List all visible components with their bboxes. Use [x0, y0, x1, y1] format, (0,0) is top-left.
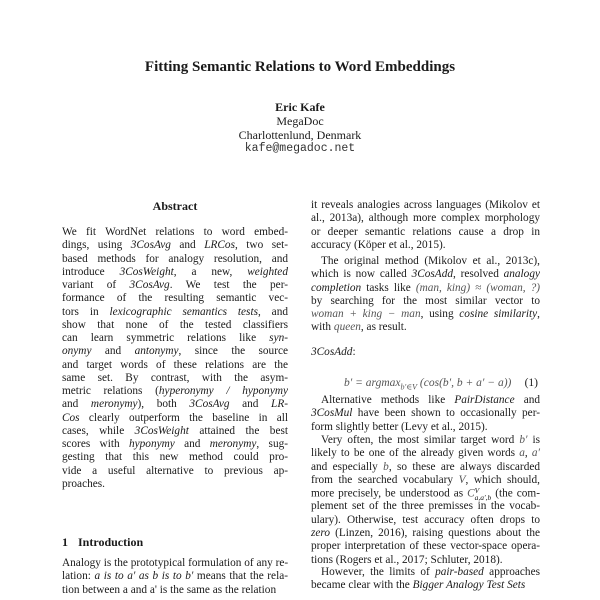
text-line: [311, 514, 540, 527]
introduction-body: [62, 557, 288, 597]
author-affiliation: MegaDoc: [276, 114, 324, 128]
italic-text: LR-: [271, 398, 288, 411]
italic-text: 3CosAvg: [129, 279, 170, 291]
paragraph-alternative-methods: [311, 394, 540, 434]
text-line: [311, 554, 540, 567]
text-line: [311, 282, 540, 295]
author-email: kafe@megadoc.net: [244, 142, 356, 155]
text-run: can learn symmetric relations like: [62, 332, 270, 344]
section-title: Introduction: [78, 535, 144, 549]
text-run: tasks like: [361, 281, 416, 294]
text-run: same set. By contrast, with the asym-: [62, 371, 288, 384]
text-run: , resolved: [453, 268, 504, 281]
text-line: [62, 478, 288, 491]
equation-1: [311, 375, 540, 391]
text-run: , two set-: [234, 239, 289, 252]
text-line: [311, 566, 540, 579]
text-line: [62, 570, 288, 583]
text-run: likely to be one of the already given words: [311, 447, 520, 460]
text-line: [62, 412, 288, 425]
italic-text: onymy: [62, 345, 92, 358]
text-run: formance of the resulting semantic vec-: [62, 292, 288, 305]
math-text: V: [458, 473, 466, 486]
text-line: [311, 447, 540, 460]
text-run: accuracy (Köper et al., 2015).: [311, 238, 446, 251]
text-run: from the searched vocabulary: [311, 473, 459, 486]
text-line: [311, 321, 540, 334]
text-run: proaches.: [62, 477, 105, 490]
italic-text: 3CosAdd: [411, 268, 453, 281]
text-line: [311, 407, 540, 420]
text-line: [311, 226, 540, 239]
italic-text: zero: [311, 527, 331, 540]
text-run: more precisely, be understood as: [311, 487, 468, 500]
equation-formula: [344, 375, 511, 391]
text-line: [311, 268, 540, 281]
math-text: b′: [519, 434, 528, 446]
text-line: [311, 212, 540, 225]
text-line: [311, 461, 540, 474]
text-run: metric relations (: [62, 385, 159, 397]
text-run: tors in: [62, 305, 110, 318]
text-line: [311, 239, 540, 252]
text-run: form slightly better (Levy et al., 2015).: [311, 420, 488, 433]
text-run: lation:: [62, 570, 95, 583]
italic-text: 3CosAvg: [130, 239, 171, 252]
text-run: plement set of the three premisses in the vocab-: [311, 500, 540, 513]
text-run: introduce: [62, 265, 120, 278]
math-text: a: [519, 447, 525, 460]
text-run: and: [174, 438, 210, 450]
italic-text: completion: [311, 281, 362, 294]
italic-text: antonymy: [134, 345, 179, 358]
text-line: [311, 394, 540, 407]
equation-number: (1): [524, 377, 538, 389]
text-line: [311, 346, 540, 359]
text-run: ), both: [137, 398, 190, 411]
italic-text: hyponymy: [128, 438, 175, 450]
subscript: a,a′,b: [474, 493, 492, 503]
text-run: based methods for analogy resolution, and: [62, 252, 288, 265]
text-run: attained the best: [188, 424, 288, 437]
text-run: , which should,: [465, 473, 540, 486]
math-text: queen: [333, 321, 361, 334]
text-line: [311, 421, 540, 434]
text-run: Very often, the most similar target word: [321, 434, 520, 446]
text-run: proper interpretation of these vector-space opera-: [311, 540, 540, 553]
italic-text: Bigger Analogy Test Sets: [412, 579, 526, 592]
text-line: [62, 385, 288, 398]
paragraph-original-method: [311, 255, 540, 335]
math-text: woman + king − man: [311, 308, 421, 321]
text-line: [62, 425, 288, 438]
author-name: Eric Kafe: [275, 100, 325, 114]
text-run: :: [352, 346, 356, 358]
text-run: However, the limits of: [321, 566, 436, 578]
text-line: [62, 253, 288, 266]
text-run: and especially: [311, 460, 384, 473]
text-run: ulary). Otherwise, test accuracy often drops to: [311, 513, 540, 526]
text-run: vide a useful alternative to previous ap-: [62, 464, 288, 477]
text-run: , as result.: [360, 321, 407, 334]
text-run: , since the source: [178, 345, 288, 358]
paragraph-vocabulary: [311, 434, 540, 567]
text-line: [62, 372, 288, 385]
text-run: Alternative methods like: [321, 394, 455, 406]
text-run: approaches: [483, 566, 540, 578]
equation-label: [311, 346, 540, 359]
text-line: [62, 292, 288, 305]
text-line: [62, 239, 288, 252]
text-line: [62, 584, 288, 597]
text-run: and: [514, 394, 541, 406]
text-run: it reveals analogies across languages (Mikolov et: [311, 199, 540, 211]
italic-text: a is to a' as b is to b': [94, 570, 194, 583]
italic-text: 3CosWeight: [134, 424, 189, 437]
text-run: and: [170, 239, 205, 252]
text-line: [311, 579, 540, 592]
text-line: [311, 527, 540, 540]
italic-text: syn-: [269, 332, 288, 344]
text-run: (the com-: [491, 487, 540, 500]
text-run: with: [311, 321, 334, 334]
text-run: have been shown to occasionally per-: [352, 407, 540, 420]
text-line: [62, 465, 288, 478]
italic-text: pair-based: [435, 566, 484, 578]
math-text: C: [467, 487, 475, 500]
text-run: scores with: [62, 438, 129, 450]
text-run: , a new,: [173, 265, 248, 278]
text-run: variant of: [62, 279, 130, 291]
text-run: (Linzen, 2016), raising questions about the: [330, 527, 540, 540]
text-line: [62, 226, 288, 239]
text-run: gesting that this new method could pro-: [62, 451, 288, 464]
math-text: b: [383, 460, 389, 473]
text-line: [311, 434, 540, 447]
text-run: which is now called: [311, 268, 412, 281]
italic-text: hyperonymy / hyponymy: [158, 385, 288, 397]
text-line: [62, 332, 288, 345]
text-run: show that none of the tested classifiers: [62, 318, 288, 331]
text-run: by searching for the most similar vector to: [311, 294, 540, 307]
text-run: We fit WordNet relations to word embed-: [62, 226, 288, 238]
italic-text: meronymy: [90, 398, 138, 411]
text-line: [311, 486, 540, 503]
italic-text: PairDistance: [454, 394, 515, 406]
section-number: 1: [62, 535, 68, 549]
text-line: [311, 295, 540, 308]
text-line: [62, 359, 288, 372]
text-run: cases, while: [62, 424, 135, 437]
equation-lhs: b′ = argmax: [344, 377, 401, 389]
text-run: and target words of these relations are the: [62, 358, 288, 371]
text-run: Analogy is the prototypical formulation of any re-: [62, 557, 289, 569]
italic-text: LRCos: [204, 239, 235, 252]
equation-rhs: (cos(b′, b + a′ − a)): [417, 377, 512, 389]
italic-text: Cos: [62, 411, 80, 424]
text-line: [62, 398, 288, 411]
italic-text: analogy: [503, 268, 540, 281]
text-line: [311, 474, 540, 487]
text-run: and: [62, 398, 91, 411]
text-run: , sug-: [256, 438, 288, 450]
italic-text: 3CosAvg: [189, 398, 230, 411]
italic-text: meronymy: [209, 438, 257, 450]
math-sup-sub: [475, 487, 492, 501]
text-line: [62, 319, 288, 332]
italic-text: lexicographic semantics tests: [109, 305, 258, 318]
paper-title: Fitting Semantic Relations to Word Embeddings: [144, 59, 456, 75]
paragraph-continuation: [311, 199, 540, 252]
math-text: a′: [531, 447, 540, 460]
equation-subscript: b′∈V: [400, 382, 418, 392]
text-line: [62, 279, 288, 292]
text-run: clearly outperform the baseline in all: [79, 411, 288, 424]
text-run: and: [91, 345, 135, 358]
author-location: Charlottenlund, Denmark: [238, 128, 362, 142]
text-line: [62, 345, 288, 358]
text-run: tion between a and a' is the same as the relation: [62, 583, 277, 596]
text-run: or deeper semantic relations cause a drop in: [311, 225, 540, 238]
text-line: [311, 308, 540, 321]
italic-text: weighted: [247, 265, 288, 278]
text-line: [311, 255, 540, 268]
text-run: and: [229, 398, 272, 411]
text-run: is: [527, 434, 540, 446]
text-line: [311, 199, 540, 212]
text-line: [311, 500, 540, 513]
italic-text: cosine similarity: [459, 308, 538, 321]
text-run: , so these are always discarded: [388, 460, 541, 473]
italic-text: 3CosMul: [311, 407, 353, 420]
text-run: became clear with the: [311, 579, 413, 592]
math-text: (man, king) ≈ (woman, ?): [415, 281, 540, 294]
text-run: means that the rela-: [193, 570, 288, 583]
text-line: [62, 557, 288, 570]
italic-text: 3CosAdd: [311, 346, 353, 358]
text-run: , and: [257, 305, 288, 318]
text-run: tions (Rogers et al., 2017; Schluter, 2018).: [311, 553, 503, 566]
text-run: . We test the per-: [169, 279, 288, 291]
abstract-body: [62, 226, 288, 491]
text-line: [62, 438, 288, 451]
text-line: [311, 540, 540, 553]
text-run: ,: [524, 447, 532, 460]
text-run: ,: [537, 308, 540, 321]
text-run: dings, using: [62, 239, 131, 252]
text-line: [62, 451, 288, 464]
text-line: [62, 306, 288, 319]
section-heading-introduction: [62, 535, 143, 550]
text-run: al., 2013a), although more complex morphology: [311, 212, 540, 225]
superscript: V: [474, 486, 480, 496]
paragraph-pair-based: [311, 566, 540, 593]
text-run: , using: [420, 308, 460, 321]
text-line: [62, 266, 288, 279]
italic-text: 3CosWeight: [119, 265, 174, 278]
text-run: The original method (Mikolov et al., 2013c),: [321, 255, 540, 267]
abstract-heading: Abstract: [152, 199, 198, 213]
